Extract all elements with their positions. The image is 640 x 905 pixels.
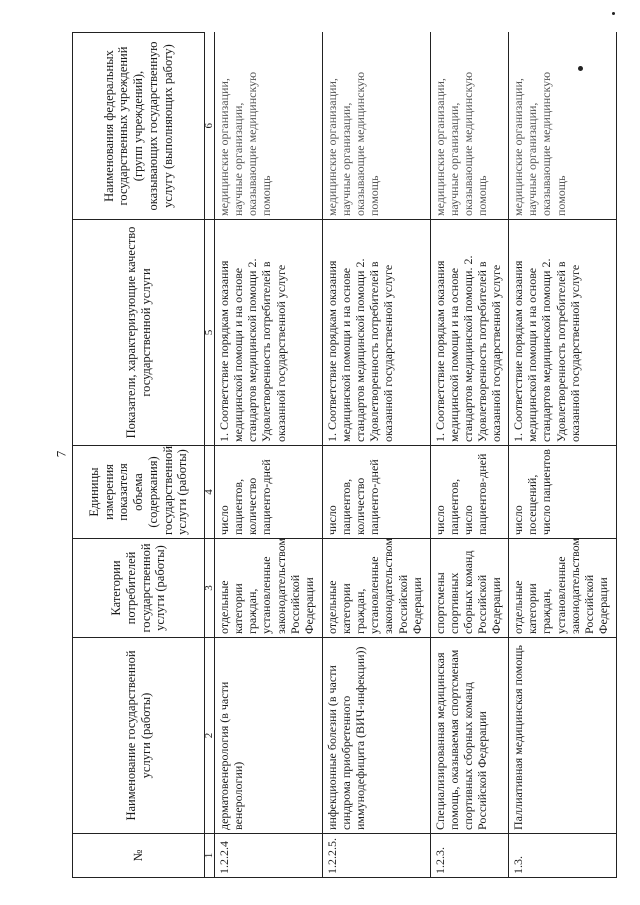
row-measure-unit: число пациентов, количество пациенто-дней (322, 446, 430, 539)
header-measure-unit: Единицы измерения показателя объема (содержания) государственной услуги (работы) (73, 446, 205, 539)
row-num: 1.2.2.4 (215, 834, 323, 878)
row-institutions: медицинские организации, научные организации, оказывающие медицинскую помощь (215, 33, 323, 220)
row-measure-unit: число пациентов, количество пациенто-дней (215, 446, 323, 539)
row-institutions: медицинские организации, научные организации, оказывающие медицинскую помощь (430, 33, 509, 220)
row-num: 1.2.2.5. (322, 834, 430, 878)
row-consumer-category: спортсмены спортивных сборных команд Российской Федерации (430, 539, 509, 638)
row-num: 1.2.3. (430, 834, 509, 878)
services-table (72, 32, 617, 878)
column-number: 3 (205, 539, 215, 638)
header-service-name: Наименование государственной услуги (работы) (73, 638, 205, 834)
header-num: № (73, 834, 205, 878)
column-number: 2 (205, 638, 215, 834)
row-service-name: Паллиативная медицинская помощь (509, 638, 617, 834)
column-number: 5 (205, 220, 215, 446)
row-quality-indicators: 1. Соответствие порядкам оказания медицинской помощи и на основе стандартов медицинской помощи 2. Удовлетворенность потребителей в оказанной государственной услуге (322, 220, 430, 446)
column-number: 4 (205, 446, 215, 539)
table-row (322, 33, 430, 878)
table-row (215, 33, 323, 878)
row-service-name: дерматовенерология (в части венерологии) (215, 638, 323, 834)
column-number-row (205, 33, 215, 878)
column-number: 6 (205, 33, 215, 220)
header-row (73, 33, 205, 878)
header-quality-indicators: Показатели, характеризующие качество государственной услуги (73, 220, 205, 446)
page-number: 7 (53, 450, 69, 458)
row-quality-indicators: 1. Соответствие порядкам оказания медицинской помощи и на основе стандартов медицинской помощи 2. Удовлетворенность потребителей в оказанной государственной услуге (215, 220, 323, 446)
row-quality-indicators: 1. Соответствие порядкам оказания медицинской помощи и на основе стандартов медицинской помощи 2. Удовлетворенность потребителей в оказанной государственной услуге (509, 220, 617, 446)
row-consumer-category: отдельные категории граждан, установленные законодательством Российской Федерации (215, 539, 323, 638)
row-measure-unit: число посещений, число пациентов (509, 446, 617, 539)
table-row (509, 33, 617, 878)
table-row (430, 33, 509, 878)
row-consumer-category: отдельные категории граждан, установленные законодательством Российской Федерации (322, 539, 430, 638)
row-service-name: инфекционные болезни (в части синдрома приобретенного иммунодефицита (ВИЧ-инфекции)) (322, 638, 430, 834)
header-consumer-category: Категории потребителей государственной услуги (работы) (73, 539, 205, 638)
scan-speck (612, 12, 615, 15)
row-institutions: медицинские организации, научные организации, оказывающие медицинскую помощь (322, 33, 430, 220)
header-institutions: Наименования федеральных государственных учреждений (групп учреждений), оказывающих государственную услугу (выполняющих работу) (73, 33, 205, 220)
rotated-table-container (72, 33, 617, 878)
row-quality-indicators: 1. Соответствие порядкам оказания медицинской помощи и на основе стандартов медицинской помощи. 2. Удовлетворенность потребителей в оказанной государственной услуге (430, 220, 509, 446)
row-measure-unit: число пациентов, число пациентов-дней (430, 446, 509, 539)
row-consumer-category: отдельные категории граждан, установленные законодательством Российской Федерации (509, 539, 617, 638)
row-num: 1.3. (509, 834, 617, 878)
row-service-name: Специализированная медицинская помощь, оказываемая спортсменам спортивных сборных команд Российской Федерации (430, 638, 509, 834)
row-institutions: медицинские организации, научные организации, оказывающие медицинскую помощь (509, 33, 617, 220)
column-number: 1 (205, 834, 215, 878)
